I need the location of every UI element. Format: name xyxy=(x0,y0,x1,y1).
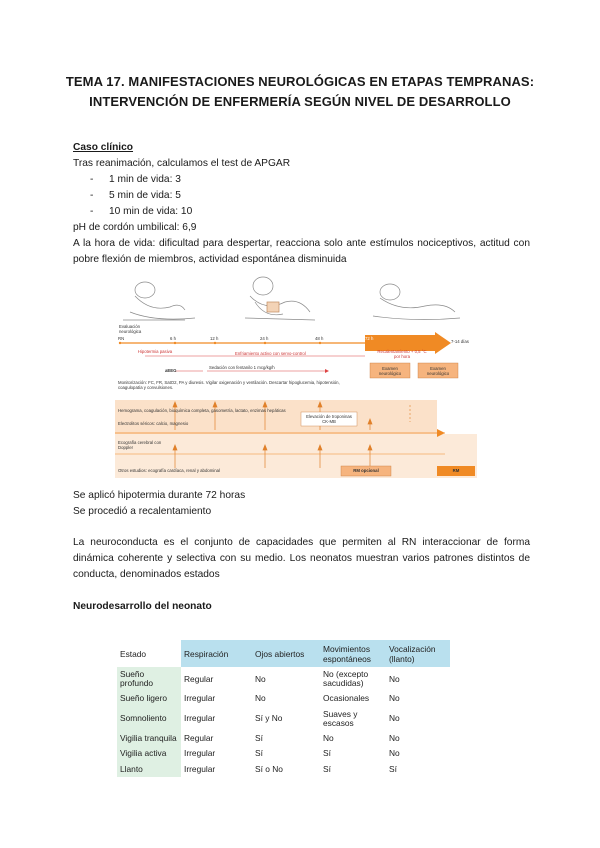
list-item: - 1 min de vida: 3 xyxy=(90,174,181,185)
table-cell: Irregular xyxy=(184,713,216,723)
rm-optional: RM opcional xyxy=(353,468,379,473)
table-cell: Sí o No xyxy=(255,763,283,774)
table-cell: No xyxy=(323,732,334,743)
table-row xyxy=(117,691,450,707)
table-cell: Irregular xyxy=(184,748,216,759)
table-cell: No xyxy=(389,732,400,743)
baby-illustration-1 xyxy=(123,282,195,320)
tick-24h: 24 h xyxy=(260,336,269,341)
tick-6h: 6 h xyxy=(170,336,176,341)
table-cell: No xyxy=(255,673,266,684)
table-cell: Llanto xyxy=(117,762,181,778)
sedation-label: Sedación con fentanilo 1 mcg/kg/h xyxy=(209,365,275,370)
title-line-2: INTERVENCIÓN DE ENFERMERÍA SEGÚN NIVEL DE DESARROLLO xyxy=(89,94,511,109)
hour-text: A la hora de vida: dificultad para despertar, reacciona solo ante estímulos nociceptivos, actitud con pobre flexión de miembros, actividad espontánea disminuida xyxy=(73,238,530,265)
table-cell: Vigilia tranquila xyxy=(117,731,181,747)
table-cell: Suaves y escasos xyxy=(323,708,358,728)
table-cell: Sí xyxy=(255,732,263,743)
col-movimientos: Movimientos espontáneos xyxy=(320,640,386,667)
table-cell: Sí xyxy=(255,748,263,759)
ultrasound-note: Ecografía cerebral con Doppler xyxy=(118,440,162,450)
col-vocalizacion: Vocalización (llanto) xyxy=(386,640,450,667)
col-ojos: Ojos abiertos xyxy=(252,640,320,667)
table-row xyxy=(117,707,450,731)
table-cell: Somnoliento xyxy=(117,707,181,731)
case-intro: Tras reanimación, calculamos el test de APGAR xyxy=(73,158,291,169)
list-item: - 5 min de vida: 5 xyxy=(90,190,181,201)
neuro-paragraph: La neuroconducta es el conjunto de capacidades que permiten al RN interaccionar de forma dinámica coherente y selectiva con su medio. Los neonatos muestran varios patrones distintos de conducta, denominados estados xyxy=(73,537,530,580)
elevation-box: Elevación de troponinas CK-MB xyxy=(306,414,352,424)
baby-illustration-3 xyxy=(373,284,460,320)
table-cell: Irregular xyxy=(184,693,216,704)
hypothermia-text: Se aplicó hipotermia durante 72 horas xyxy=(73,490,246,501)
list-item: - 10 min de vida: 10 xyxy=(90,206,193,217)
tick-12h: 12 h xyxy=(210,336,219,341)
table-cell: No xyxy=(389,713,400,723)
table-cell: Sí xyxy=(323,763,331,774)
rewarming-text: Se procedió a recalentamiento xyxy=(73,506,212,517)
exam-box-1: Examen neurológico xyxy=(378,366,402,376)
phase-active: Enfriamiento activo con servo-control xyxy=(235,351,306,356)
cooling-timeline-figure xyxy=(115,272,477,478)
table-cell: Sí xyxy=(323,748,331,759)
baby-illustration-2 xyxy=(245,277,315,320)
rm-label: RM xyxy=(452,468,460,473)
tick-48h: 48 h xyxy=(315,336,324,341)
table-header-row xyxy=(117,640,450,667)
ph-text: pH de cordón umbilical: 6,9 xyxy=(73,222,197,233)
electrolytes-note: Electrolitos séricos: calcio, magnesio xyxy=(118,421,189,426)
table-cell: Ocasionales xyxy=(323,693,370,704)
neuro-heading: Neurodesarrollo del neonato xyxy=(73,601,212,612)
table-cell: No xyxy=(389,693,400,704)
other-studies-note: Otros estudios: ecografía cardíaca, renal y abdominal xyxy=(118,468,220,473)
title-line-1: TEMA 17. MANIFESTACIONES NEUROLÓGICAS EN ETAPAS TEMPRANAS: xyxy=(65,74,535,89)
tick-rn: RN xyxy=(118,336,125,341)
table-cell: Vigilia activa xyxy=(117,746,181,762)
case-heading: Caso clínico xyxy=(73,142,134,153)
side-label: Evaluación neurológica xyxy=(119,324,142,334)
table-cell: No xyxy=(255,693,266,704)
table-row xyxy=(117,762,450,778)
table-cell: Sí y No xyxy=(255,713,283,723)
table-cell: Sueño profundo xyxy=(117,667,181,691)
apgar-list xyxy=(90,172,192,220)
phase-passive: Hipotermia pasiva xyxy=(137,349,173,354)
table-cell: Sí xyxy=(389,763,397,774)
table-cell: Irregular xyxy=(184,763,216,774)
tick-72h: 72 h xyxy=(365,336,374,341)
page-title xyxy=(60,72,540,112)
neurodevelopment-table xyxy=(117,640,450,777)
table-row xyxy=(117,667,450,691)
table-cell: No (excepto sacudidas) xyxy=(323,669,369,688)
exam-box-2: Examen neurológico xyxy=(426,366,450,376)
table-cell: Sueño ligero xyxy=(117,691,181,707)
timeline-arrowhead xyxy=(435,332,451,354)
phase-rewarming: Recalentamiento + 0,5 °C por hora xyxy=(377,349,427,359)
lab-note: Hemograma, coagulación, bioquímica completa, gasometría, lactato, enzimas hepáticas xyxy=(118,408,286,413)
table-row xyxy=(117,746,450,762)
monitor-note: Monitorización: FC, FR, SatO2, PA y diuresis. Vigilar oxigenación y ventilación. Descartar hipoglucemia, hipotensión, coagulopatía y convulsiones. xyxy=(118,380,340,390)
eeg-label: aEEG xyxy=(165,368,177,373)
table-row xyxy=(117,731,450,747)
table-cell: No xyxy=(389,748,400,759)
table-cell: Regular xyxy=(184,732,214,743)
col-estado: Estado xyxy=(117,640,181,667)
col-respiracion: Respiración xyxy=(181,640,252,667)
table-cell: No xyxy=(389,673,400,684)
tick-7-14d: 7-14 días xyxy=(451,339,469,344)
table-cell: Regular xyxy=(184,673,214,684)
